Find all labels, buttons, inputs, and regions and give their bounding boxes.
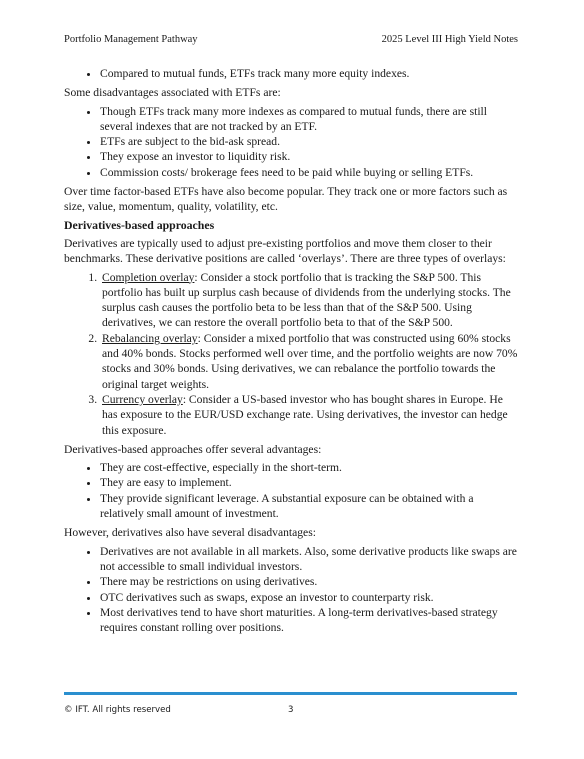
overlay-text: : Consider a stock portfolio that is tracking the S&P 500. This portfolio has built up surplus cash because of dividends from the underlying stocks. The surplus cash causes the portfolio beta to be less than that of the S&P 500. Using derivatives, we can restore the overall portfolio beta to that of the S&P 500. <box>102 270 511 330</box>
factor-etf-paragraph: Over time factor-based ETFs have also become popular. They track one or more factors such as size, value, momentum, quality, volatility, etc. <box>64 185 508 214</box>
derivatives-advantages-list <box>64 460 520 521</box>
list-item: • ETFs are subject to the bid-ask spread. <box>100 134 520 149</box>
overlay-list <box>64 270 520 438</box>
page-number: 3 <box>288 705 294 715</box>
header-right: 2025 Level III High Yield Notes <box>381 34 518 45</box>
list-item: • Most derivatives tend to have short maturities. A long-term derivatives-based strategy requires constant rolling over positions. <box>100 605 520 636</box>
derivatives-advantages-intro: Derivatives-based approaches offer several advantages: <box>64 442 322 456</box>
list-item <box>100 270 520 331</box>
list-item <box>100 331 520 392</box>
list-item <box>100 392 520 438</box>
overlay-term: Currency overlay <box>102 392 183 406</box>
list-item: • There may be restrictions on using derivatives. <box>100 574 520 589</box>
list-item: • Though ETFs track many more indexes as compared to mutual funds, there are still several indexes that are not tracked by an ETF. <box>100 104 520 135</box>
top-bullet-list <box>64 66 520 81</box>
overlay-text: : Consider a mixed portfolio that was constructed using 60% stocks and 40% bonds. Stocks performed well over time, and the portfolio weights are now 70% stocks and 30% bonds. Using derivatives, we can rebalance the portfolio towards the original target weights. <box>102 331 518 391</box>
list-item: • OTC derivatives such as swaps, expose an investor to counterparty risk. <box>100 590 520 605</box>
etf-disadvantages-list <box>64 104 520 180</box>
derivatives-intro: Derivatives are typically used to adjust pre-existing portfolios and move them closer to their benchmarks. These derivative positions are called ‘overlays’. There are three types of overlays: <box>64 236 506 266</box>
list-item: • They are cost-effective, especially in the short-term. <box>100 460 520 475</box>
copyright: © IFT. All rights reserved <box>64 705 171 715</box>
page-header <box>64 34 518 45</box>
list-item: • They expose an investor to liquidity risk. <box>100 149 520 164</box>
header-left: Portfolio Management Pathway <box>64 34 198 45</box>
overlay-text: : Consider a US-based investor who has bought shares in Europe. He has exposure to the EUR/USD exchange rate. Using derivatives, the investor can hedge this exposure. <box>102 392 508 437</box>
section-heading: Derivatives-based approaches <box>64 217 215 232</box>
derivatives-disadvantages-list <box>64 544 520 636</box>
overlay-term: Rebalancing overlay <box>102 331 198 345</box>
list-item: • Derivatives are not available in all markets. Also, some derivative products like swaps are not accessible to small individual investors. <box>100 544 520 575</box>
derivatives-disadvantages-intro: However, derivatives also have several disadvantages: <box>64 526 316 540</box>
page-footer <box>64 705 517 715</box>
etf-disadvantages-intro: Some disadvantages associated with ETFs are: <box>64 86 281 100</box>
footer-divider <box>64 692 517 695</box>
list-item: • Compared to mutual funds, ETFs track many more equity indexes. <box>100 66 520 81</box>
page-content <box>64 66 520 639</box>
list-item: • Commission costs/ brokerage fees need to be paid while buying or selling ETFs. <box>100 165 520 180</box>
overlay-term: Completion overlay <box>102 270 195 284</box>
list-item: • They provide significant leverage. A substantial exposure can be obtained with a relatively small amount of investment. <box>100 491 520 522</box>
list-item: • They are easy to implement. <box>100 475 520 490</box>
